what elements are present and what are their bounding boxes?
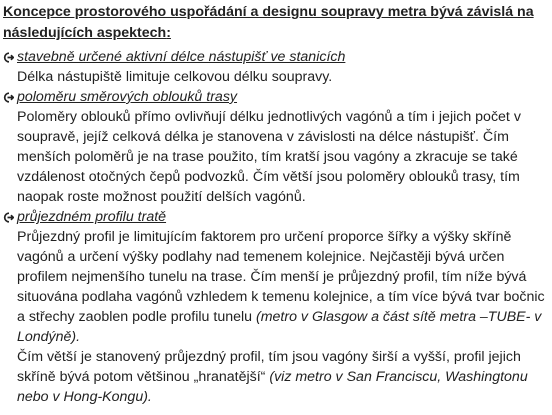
section-heading — [3, 2, 548, 44]
body-paragraph — [17, 107, 548, 207]
aspect-title: poloměru směrových oblouků trasy — [17, 89, 238, 105]
aspect-item-clearance-profile — [3, 208, 548, 407]
paragraph-italic-note: (viz metro v San Franciscu, Washingtonu nebo v Hong-Kongu). — [17, 369, 528, 405]
aspect-header — [3, 208, 548, 227]
heading-text: Koncepce prostorového uspořádání a designu soupravy metra bývá závislá na následujících aspektech — [3, 4, 534, 41]
aspect-body — [17, 67, 548, 87]
aspect-title: stavebně určené aktivní délce nástupišť ve stanicích — [17, 49, 346, 65]
arrow-bullet-icon — [3, 48, 17, 67]
aspect-body — [17, 227, 548, 407]
aspect-header — [3, 88, 548, 107]
aspect-body — [17, 107, 548, 207]
body-paragraph — [17, 347, 548, 407]
aspect-title: průjezdném profilu tratě — [17, 209, 167, 225]
heading-colon: : — [166, 25, 171, 41]
aspect-header — [3, 48, 548, 67]
paragraph-italic-note: (metro v Glasgow a část sítě metra –TUBE- v Londýně). — [17, 309, 542, 345]
aspect-item-platform — [3, 48, 548, 87]
body-paragraph — [17, 67, 548, 87]
paragraph-text: Délka nástupiště limituje celkovou délku soupravy. — [17, 69, 333, 85]
arrow-bullet-icon — [3, 208, 17, 227]
arrow-bullet-icon — [3, 88, 17, 107]
paragraph-text: Čím větší je stanovený průjezdný profil, tím jsou vagóny širší a vyšší, profil jejich skříně bývá potom většinou „hranatější“ — [17, 349, 521, 385]
paragraph-text: Poloměry oblouků přímo ovlivňují délku jednotlivých vagónů a tím i jejich počet v soupravě, jejíž celková délka je stanovena v závislosti na délce nástupišť. Čím menších poloměrů je na trase použito, tím kratší jsou vagóny a zkracuje se také vzdálenost otočných čepů podvozků. Čím větší jsou poloměry oblouků trasy, tím naopak roste možnost použití delších vagónů. — [17, 109, 521, 205]
aspect-item-curve-radius — [3, 88, 548, 207]
paragraph-text: Průjezdný profil je limitujícím faktorem pro určení proporce šířky a výšky skříně vagónů a určení výšky podlahy nad temenem kolejnice. Nejčastěji bývá určen profilem nejmenšího tunelu na trase. Čím menší je průjezdný profil, tím níže bývá situována podlaha vagónů vzhledem k temenu kolejnice, a tím více bývá tvar bočnic a střechy zaoblen podle profilu tunelu — [17, 229, 545, 325]
body-paragraph — [17, 227, 548, 347]
